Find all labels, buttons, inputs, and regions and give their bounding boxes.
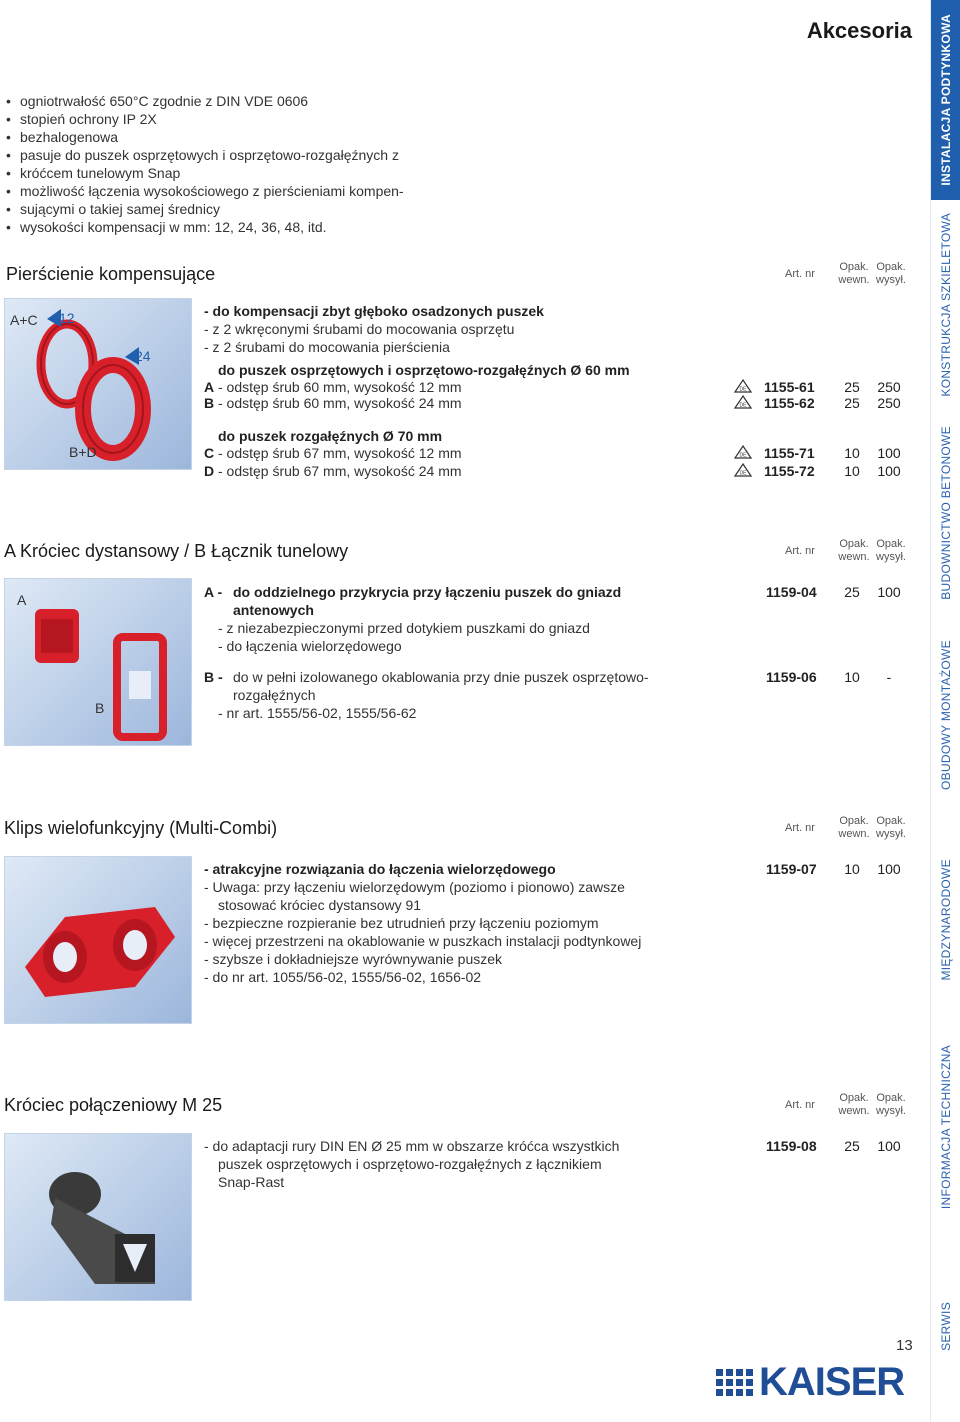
- list-item-continued: • króćcem tunelowym Snap: [6, 164, 404, 182]
- list-item-continued: • sującymi o takiej samej średnicy: [6, 200, 404, 218]
- tab-serwis[interactable]: SERWIS: [939, 1301, 953, 1351]
- list-item: • ogniotrwałość 650°C zgodnie z DIN VDE 0606: [6, 92, 404, 110]
- table-row: C - odstęp śrub 67 mm, wysokość 12 mm DE 1155-71 10 100: [204, 445, 901, 461]
- connector-product-image: [4, 1133, 192, 1301]
- column-header-art: Art. nr: [785, 545, 815, 557]
- section-title-tunnel: A Króciec dystansowy / B Łącznik tunelowy: [4, 541, 349, 561]
- tab-budownictwo-betonowe[interactable]: BUDOWNICTWO BETONOWE: [939, 425, 953, 600]
- label-b: B: [95, 700, 105, 716]
- svg-text:DE: DE: [739, 402, 747, 409]
- list-item: • stopień ochrony IP 2X: [6, 110, 404, 128]
- tab-obudowy-montazowe[interactable]: OBUDOWY MONTAŻOWE: [939, 640, 953, 790]
- tunnel-product-image: [4, 578, 192, 746]
- label-bd: B+D: [69, 444, 97, 460]
- column-header-opak-inner: Opak. wewn.: [838, 815, 870, 840]
- svg-text:DE: DE: [739, 386, 747, 393]
- connector-illustration: [5, 1134, 191, 1300]
- table-row: D - odstęp śrub 67 mm, wysokość 24 mm DE 1155-72 10 100: [204, 463, 901, 479]
- rings-description: - do kompensacji zbyt głęboko osadzonych puszek - z 2 wkręconymi śrubami do mocowania osprzętu - z 2 śrubami do mocowania pierścienia: [204, 303, 544, 355]
- rings-group2: [204, 444, 914, 480]
- list-item: • bezhalogenowa: [6, 128, 404, 146]
- clip-description: - atrakcyjne rozwiązania do łączenia wielorzędowego 1159-07 10 100 - Uwaga: przy łączeniu wielorzędowym (poziomo i pionowo) zawsze stosować króciec dystansowy 91 - bezpieczne rozpieranie bez utrudnień przy łączeniu poziomym - więcej przestrzeni na okablowanie w puszkach instalacji podtynkowej - szybsze i dokładniejsze wyrównywanie puszek - do nr art. 1055/56-02, 1555/56-02, 1656-02: [204, 861, 901, 985]
- column-header-art: Art. nr: [785, 822, 815, 834]
- column-header-opak-outer: Opak. wysył.: [876, 261, 906, 286]
- tunnel-description-a: A - do oddzielnego przykrycia przy łączeniu puszek do gniazd 1159-04 25 100 antenowych - z niezabezpieczonymi przed dotykiem puszkami do gniazd - do łączenia wielorzędowego: [204, 584, 901, 654]
- rings-group2-title: do puszek rozgałęźnych Ø 70 mm: [218, 428, 443, 444]
- rings-group1-title: do puszek osprzętowych i osprzętowo-rozgałęźnych Ø 60 mm: [218, 362, 630, 378]
- page-title: Akcesoria: [806, 18, 912, 43]
- label-a: A: [17, 592, 27, 608]
- column-header-opak-outer: Opak. wysył.: [876, 1092, 906, 1117]
- feature-list: [6, 92, 404, 236]
- column-header-opak-outer: Opak. wysył.: [876, 538, 906, 563]
- connector-description: - do adaptacji rury DIN EN Ø 25 mm w obszarze króćca wszystkich 1159-08 25 100 puszek osprzętowych i osprzętowo-rozgałęźnych z łącznikiem Snap-Rast: [204, 1138, 901, 1190]
- tab-miedzynarodowe[interactable]: MIĘDZYNARODOWE: [939, 859, 953, 981]
- list-item: • pasuje do puszek osprzętowych i osprzętowo-rozgałęźnych z: [6, 146, 404, 164]
- category-sidebar: [930, 0, 960, 1422]
- list-item: • wysokości kompensacji w mm: 12, 24, 36, 48, itd.: [6, 218, 404, 236]
- column-header-art: Art. nr: [785, 268, 815, 280]
- kaiser-logo: [716, 1360, 904, 1405]
- table-row: A - odstęp śrub 60 mm, wysokość 12 mm DE 1155-61 25 250: [204, 379, 901, 395]
- logo-text: KAISER: [759, 1360, 905, 1404]
- tab-konstrukcja-szkieletowa[interactable]: KONSTRUKCJA SZKIELETOWA: [939, 213, 953, 397]
- tab-informacja-techniczna[interactable]: INFORMACJA TECHNICZNA: [939, 1045, 953, 1210]
- section-title-connector: Króciec połączeniowy M 25: [4, 1095, 223, 1115]
- vde-mark-icon: [734, 463, 752, 477]
- column-header-opak-inner: Opak. wewn.: [838, 261, 870, 286]
- svg-text:DE: DE: [739, 452, 747, 459]
- clip-product-image: [4, 856, 192, 1024]
- page-number: 13: [896, 1337, 913, 1354]
- vde-mark-icon: [734, 395, 752, 409]
- vde-mark-icon: [734, 379, 752, 393]
- svg-text:DE: DE: [739, 470, 747, 477]
- list-item: • możliwość łączenia wysokościowego z pierścieniami kompen-: [6, 182, 404, 200]
- section-title-rings: Pierścienie kompensujące: [6, 264, 216, 284]
- tab-instalacja-podtynkowa[interactable]: INSTALACJA PODTYNKOWA: [931, 0, 960, 200]
- column-header-art: Art. nr: [785, 1099, 815, 1111]
- column-header-opak-outer: Opak. wysył.: [876, 815, 906, 840]
- vde-mark-icon: [734, 445, 752, 459]
- tunnel-description-b: B - do w pełni izolowanego okablowania przy dnie puszek osprzętowo- 1159-06 10 - rozgałęźnych - nr art. 1555/56-02, 1555/56-62: [204, 669, 892, 721]
- clip-illustration: [5, 857, 191, 1023]
- column-header-opak-inner: Opak. wewn.: [838, 1092, 870, 1117]
- logo-dots-icon: [716, 1369, 753, 1396]
- column-header-opak-inner: Opak. wewn.: [838, 538, 870, 563]
- label-ac: A+C: [10, 312, 38, 328]
- label-24: 24: [135, 348, 151, 364]
- section-title-clip: Klips wielofunkcyjny (Multi-Combi): [4, 818, 278, 838]
- table-row: B - odstęp śrub 60 mm, wysokość 24 mm DE 1155-62 25 250: [204, 395, 901, 411]
- label-12: 12: [59, 310, 75, 326]
- rings-product-image: [4, 298, 192, 470]
- tunnel-illustration: [5, 579, 191, 745]
- rings-group1: [204, 378, 914, 412]
